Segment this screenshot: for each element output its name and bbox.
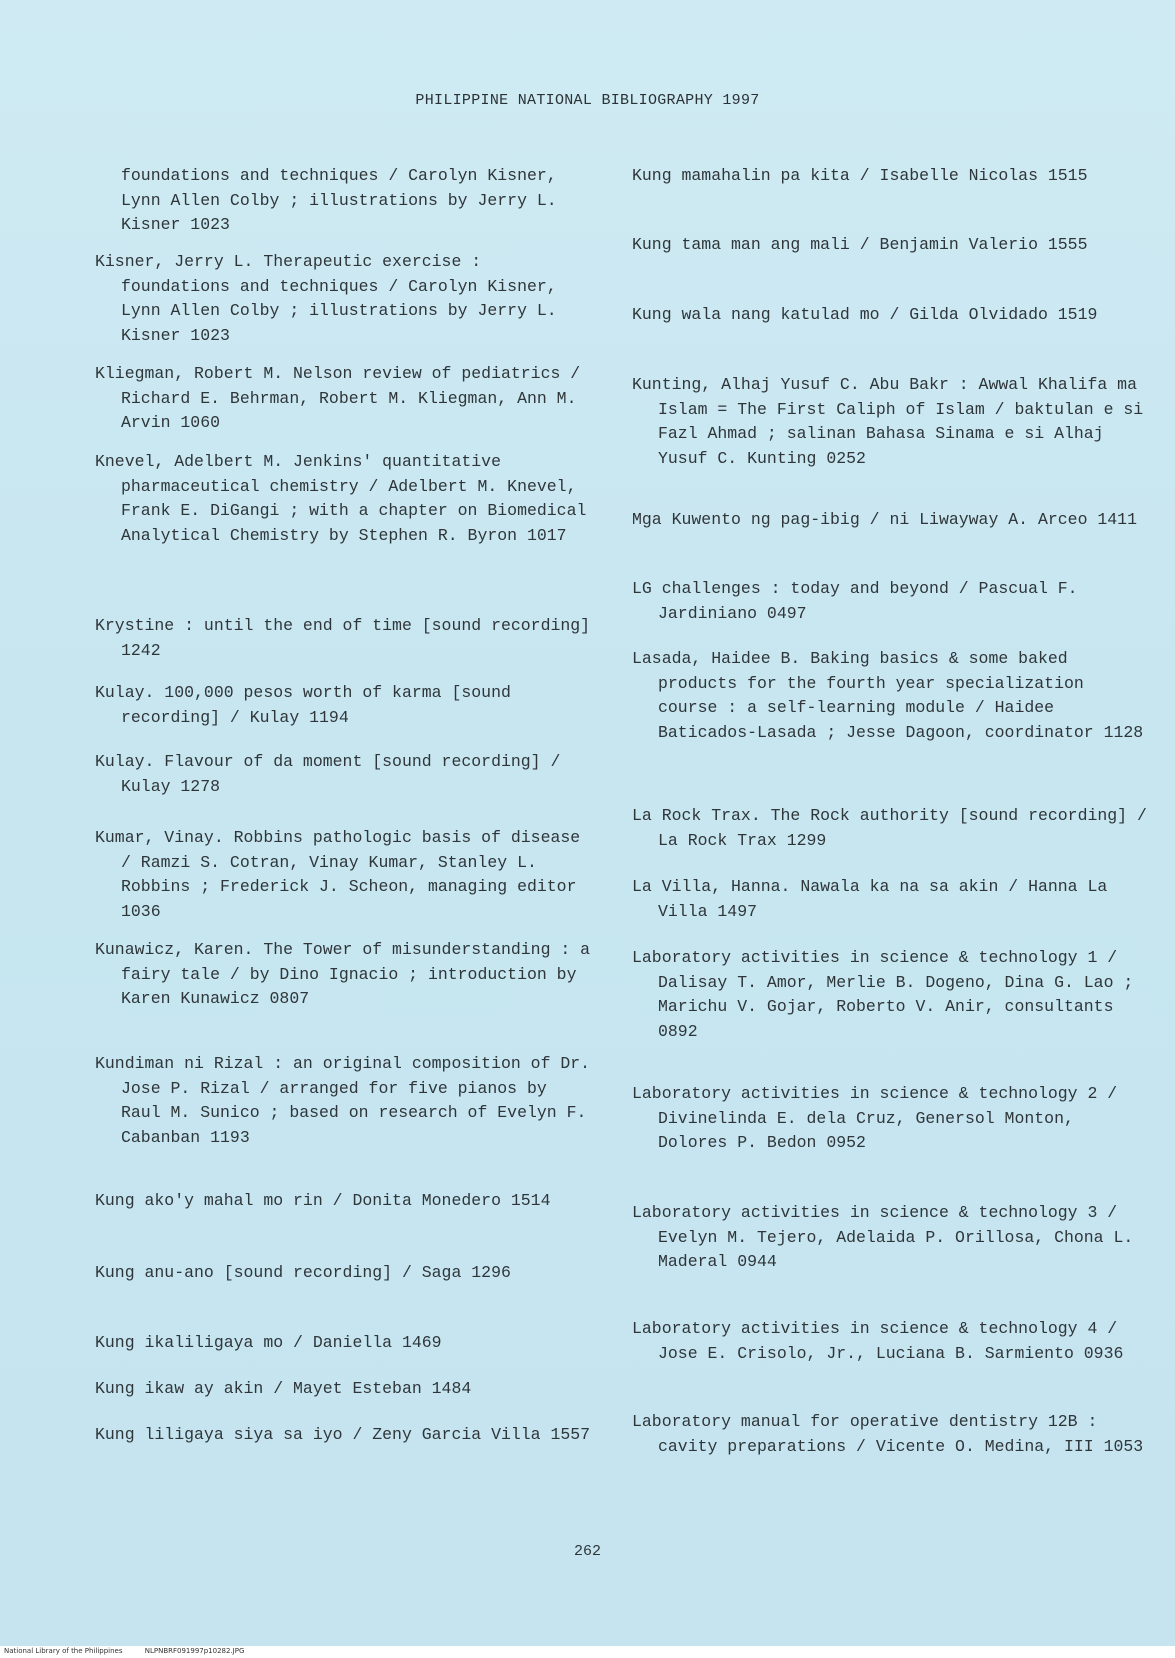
bibliography-entry: Kulay. 100,000 pesos worth of karma [sound recording] / Kulay 1194 xyxy=(95,683,511,727)
bibliography-entry: Krystine : until the end of time [sound recording] 1242 xyxy=(95,616,591,660)
bibliography-entry: Kunawicz, Karen. The Tower of misunderstanding : a fairy tale / by Dino Ignacio ; introduction by Karen Kunawicz 0807 xyxy=(95,940,591,1008)
bibliography-entry: Mga Kuwento ng pag-ibig / ni Liwayway A. Arceo 1411 xyxy=(632,510,1137,529)
bibliography-entry: Kumar, Vinay. Robbins pathologic basis of disease / Ramzi S. Cotran, Vinay Kumar, Stanley L. Robbins ; Frederick J. Scheon, managing editor 1036 xyxy=(95,828,581,921)
bibliography-entry: Kung liligaya siya sa iyo / Zeny Garcia Villa 1557 xyxy=(95,1425,591,1444)
bibliography-entry: Laboratory activities in science & technology 4 / Jose E. Crisolo, Jr., Luciana B. Sarmiento 0936 xyxy=(632,1319,1124,1363)
bibliography-entry: Laboratory activities in science & technology 3 / Evelyn M. Tejero, Adelaida P. Orillosa, Chona L. Maderal 0944 xyxy=(632,1203,1134,1271)
bibliography-entry: Kung ikaw ay akin / Mayet Esteban 1484 xyxy=(95,1379,472,1398)
page-header-title: PHILIPPINE NATIONAL BIBLIOGRAPHY 1997 xyxy=(415,92,760,109)
bibliography-entry: Lasada, Haidee B. Baking basics & some baked products for the fourth year specialization course : a self-learning module / Haidee Baticados-Lasada ; Jesse Dagoon, coordinator 1128 xyxy=(632,649,1144,742)
bibliography-entry: foundations and techniques / Carolyn Kisner, Lynn Allen Colby ; illustrations by Jerry L. Kisner 1023 xyxy=(121,166,557,234)
page-number: 262 xyxy=(573,1543,601,1560)
bibliography-entry: Laboratory manual for operative dentistry 12B : cavity preparations / Vicente O. Medina, III 1053 xyxy=(632,1412,1144,1456)
footer-caption xyxy=(4,1647,264,1655)
bibliography-entry: LG challenges : today and beyond / Pascual F. Jardiniano 0497 xyxy=(632,579,1078,623)
bibliography-entry: Kliegman, Robert M. Nelson review of pediatrics / Richard E. Behrman, Robert M. Kliegman, Ann M. Arvin 1060 xyxy=(95,364,581,432)
bibliography-entry: Kung anu-ano [sound recording] / Saga 1296 xyxy=(95,1263,511,1282)
bibliography-entry: Kunting, Alhaj Yusuf C. Abu Bakr : Awwal Khalifa ma Islam = The First Caliph of Islam / baktulan e si Fazl Ahmad ; salinan Bahasa Sinama e si Alhaj Yusuf C. Kunting 0252 xyxy=(632,375,1144,468)
bibliography-entry: Kung tama man ang mali / Benjamin Valerio 1555 xyxy=(632,235,1088,254)
bibliography-entry: Kung wala nang katulad mo / Gilda Olvidado 1519 xyxy=(632,305,1098,324)
bibliography-entry: La Villa, Hanna. Nawala ka na sa akin / Hanna La Villa 1497 xyxy=(632,877,1108,921)
footer-file-id: NLPNBRF091997p10282.JPG xyxy=(144,1647,245,1655)
bibliography-entry: Kung mamahalin pa kita / Isabelle Nicolas 1515 xyxy=(632,166,1088,185)
bibliography-entry: Laboratory activities in science & technology 1 / Dalisay T. Amor, Merlie B. Dogeno, Dina G. Lao ; Marichu V. Gojar, Roberto V. Anir, consultants 0892 xyxy=(632,948,1134,1041)
footer-institution: National Library of the Philippines xyxy=(4,1647,123,1655)
bibliography-entry: Kung ikaliligaya mo / Daniella 1469 xyxy=(95,1333,442,1352)
bibliography-entry: Kung ako'y mahal mo rin / Donita Monedero 1514 xyxy=(95,1191,551,1210)
bibliography-entry: Kulay. Flavour of da moment [sound recording] / Kulay 1278 xyxy=(95,752,561,796)
bibliography-entry: Kundiman ni Rizal : an original composition of Dr. Jose P. Rizal / arranged for five pianos by Raul M. Sunico ; based on research of Evelyn F. Cabanban 1193 xyxy=(95,1054,591,1147)
bibliography-entry: La Rock Trax. The Rock authority [sound recording] / La Rock Trax 1299 xyxy=(632,806,1147,850)
bibliography-entry: Laboratory activities in science & technology 2 / Divinelinda E. dela Cruz, Genersol Monton, Dolores P. Bedon 0952 xyxy=(632,1084,1118,1152)
bibliography-entry: Kisner, Jerry L. Therapeutic exercise : foundations and techniques / Carolyn Kisner, Lynn Allen Colby ; illustrations by Jerry L. Kisner 1023 xyxy=(95,252,557,345)
bibliography-entry: Knevel, Adelbert M. Jenkins' quantitative pharmaceutical chemistry / Adelbert M. Knevel, Frank E. DiGangi ; with a chapter on Biomedical Analytical Chemistry by Stephen R. Byron 1017 xyxy=(95,452,587,545)
